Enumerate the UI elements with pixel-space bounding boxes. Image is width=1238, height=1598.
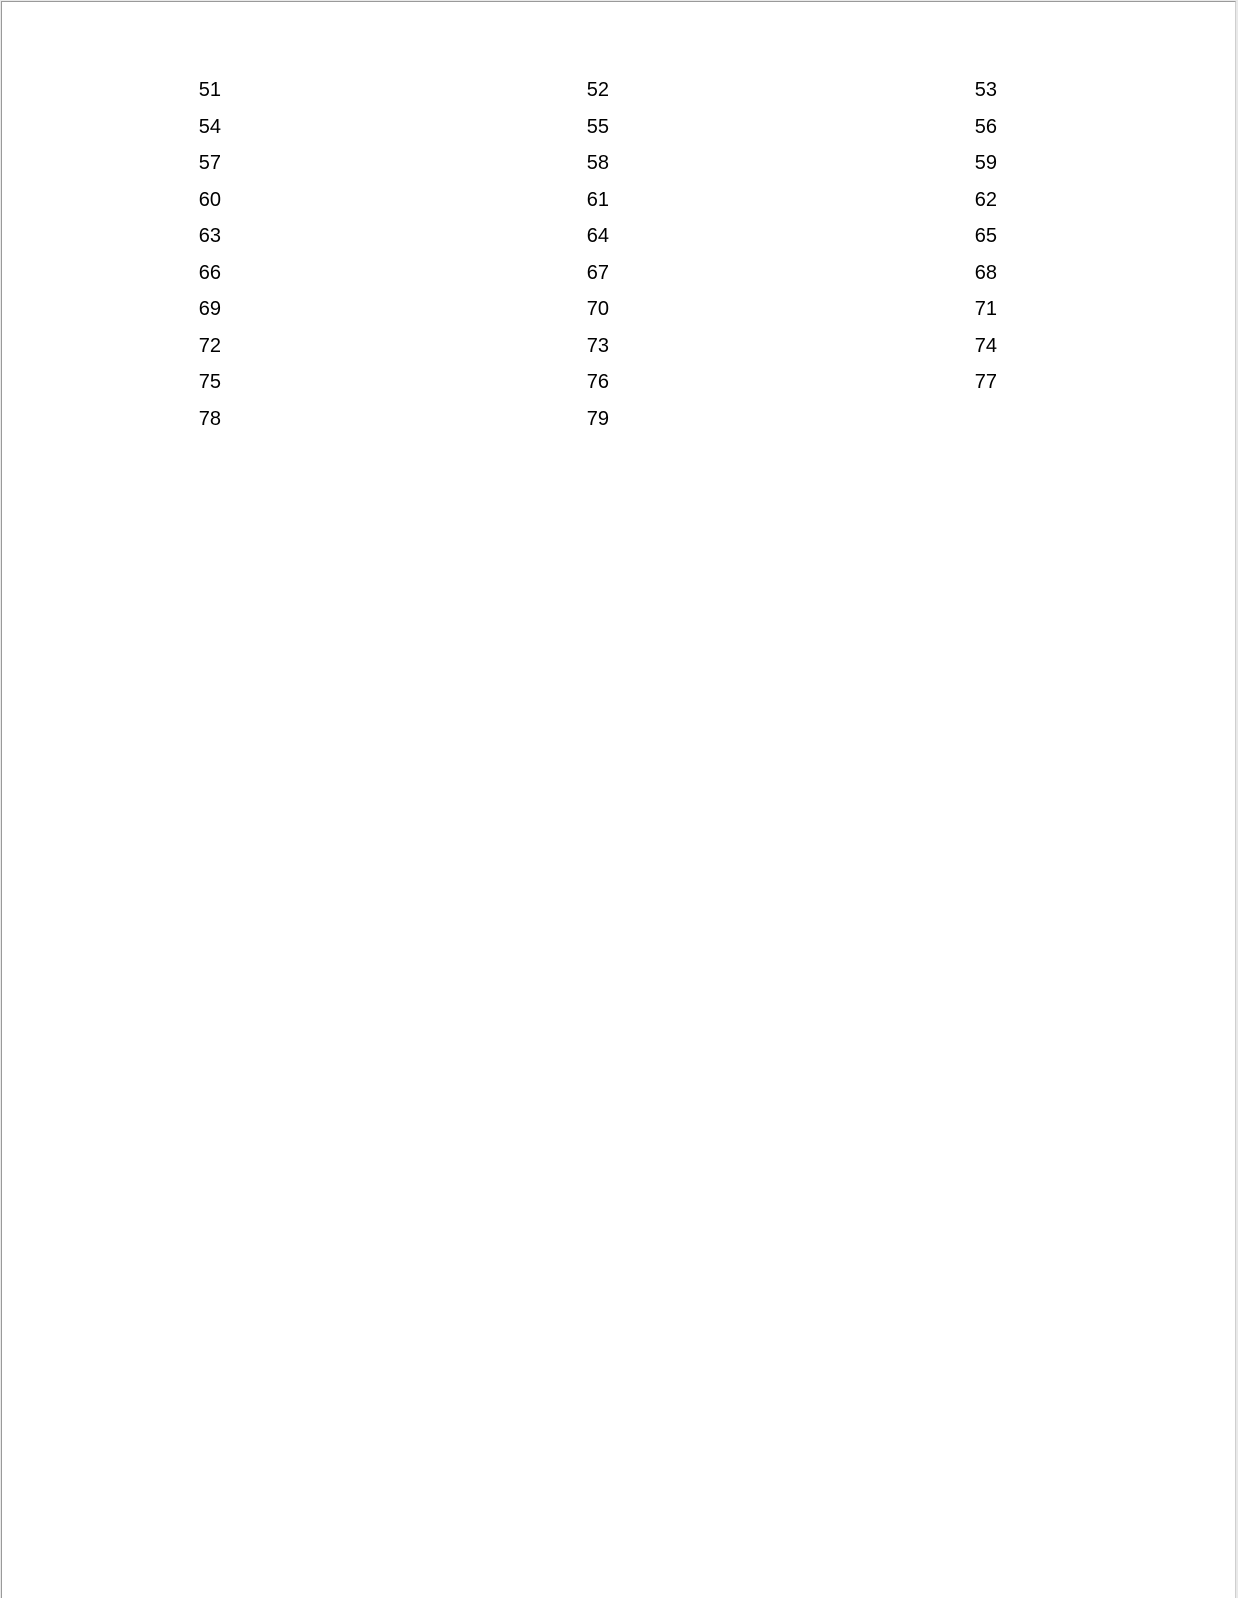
table-cell: 71 xyxy=(974,298,997,320)
table-cell: 56 xyxy=(974,115,997,138)
table-cell: 54 xyxy=(198,115,221,138)
table-cell: 72 xyxy=(198,334,221,357)
table-cell: 78 xyxy=(198,407,221,430)
table-cell: 51 xyxy=(198,79,221,101)
table-cell: 55 xyxy=(586,115,609,138)
table-cell: 57 xyxy=(198,152,221,174)
document-page xyxy=(1,1,1236,1598)
table-cell xyxy=(609,401,997,438)
table-cell: 63 xyxy=(198,225,221,247)
number-table xyxy=(2,72,1237,437)
table-cell: 62 xyxy=(974,188,997,211)
table-cell: 60 xyxy=(198,188,221,211)
table-cell: 77 xyxy=(974,371,997,393)
table-cell: 70 xyxy=(586,298,609,320)
table-cell: 73 xyxy=(586,334,609,357)
table-cell: 76 xyxy=(586,371,609,393)
table-cell: 67 xyxy=(586,261,609,284)
table-cell: 52 xyxy=(586,79,609,101)
table-cell: 53 xyxy=(974,79,997,101)
table-cell: 64 xyxy=(586,225,609,247)
table-cell: 79 xyxy=(586,407,609,430)
table-cell: 59 xyxy=(974,152,997,174)
table-cell: 61 xyxy=(586,188,609,211)
table-cell: 66 xyxy=(198,261,221,284)
table-cell: 69 xyxy=(198,298,221,320)
table-cell: 58 xyxy=(586,152,609,174)
table-cell: 75 xyxy=(198,371,221,393)
table-cell: 74 xyxy=(974,334,997,357)
table-cell: 68 xyxy=(974,261,997,284)
table-cell: 65 xyxy=(974,225,997,247)
